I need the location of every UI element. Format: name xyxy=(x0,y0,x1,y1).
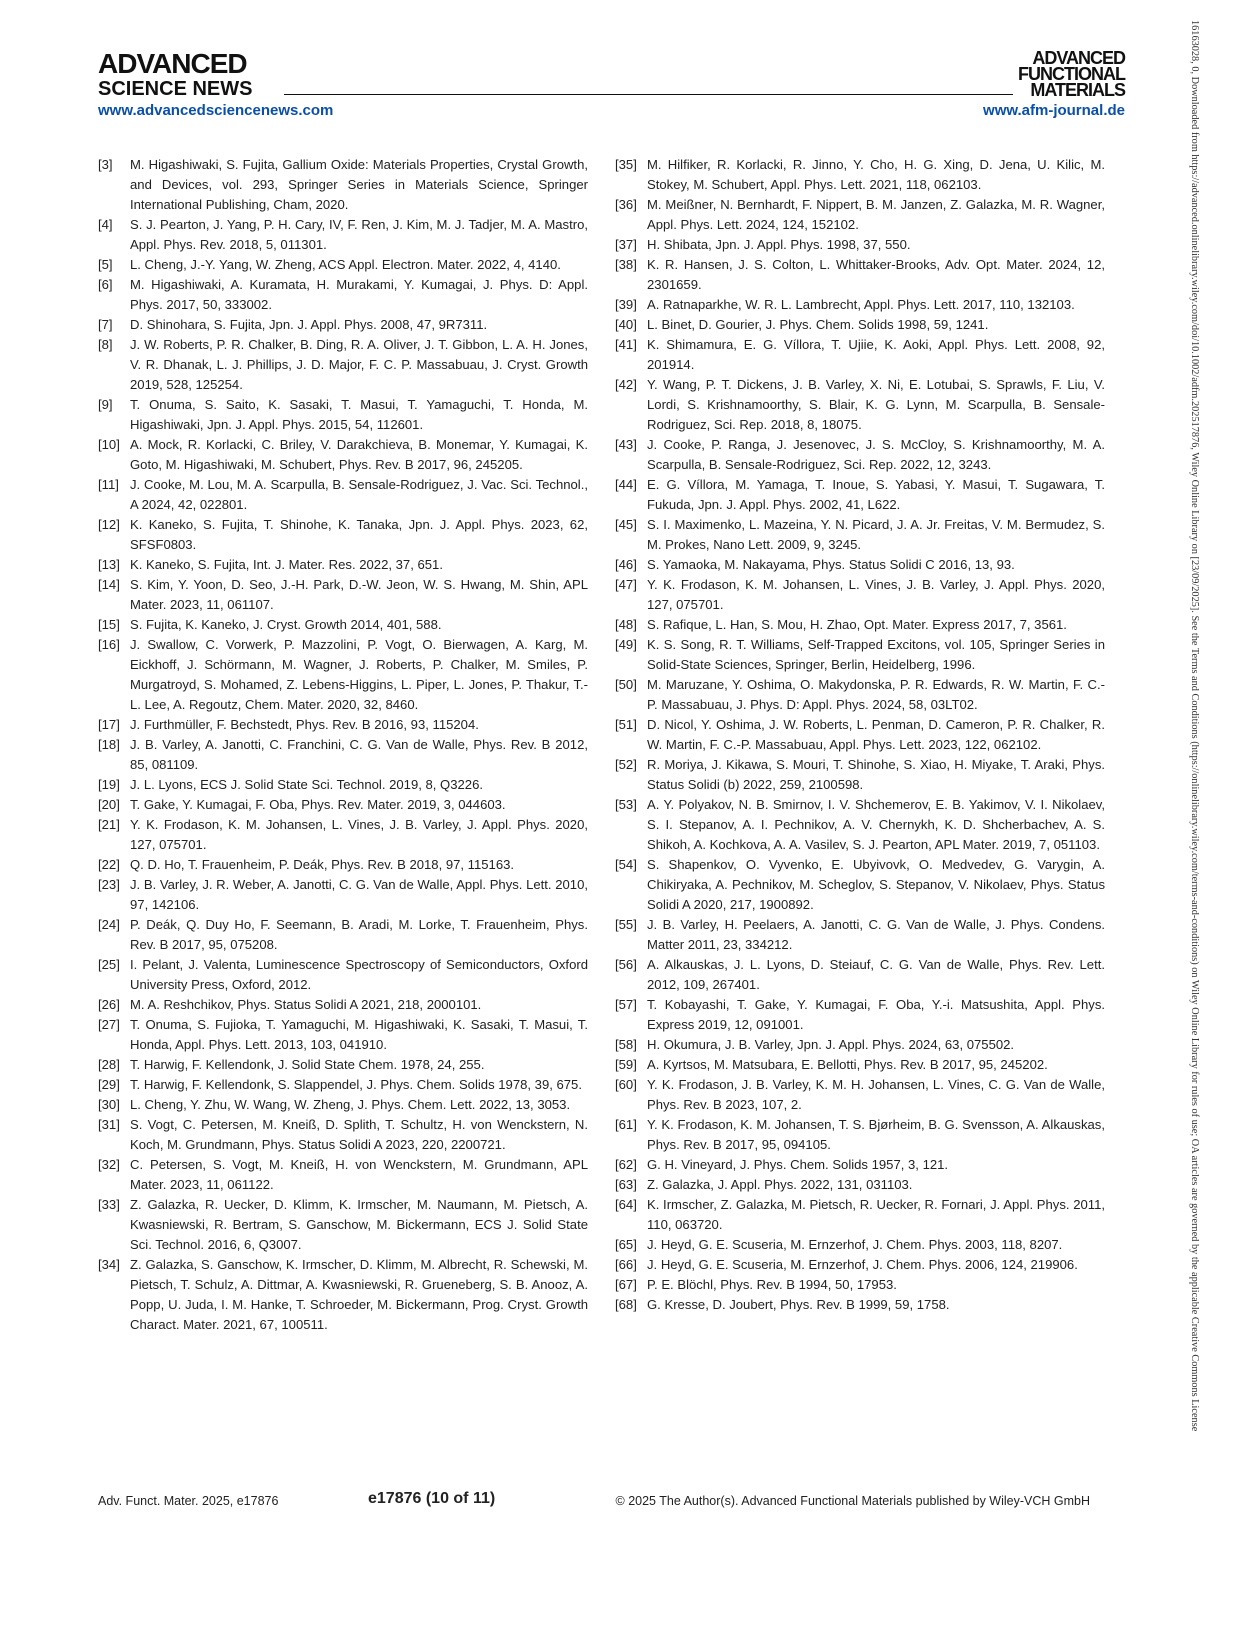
reference-number: [36] xyxy=(615,197,637,212)
reference-item xyxy=(615,195,1105,235)
reference-text: S. Kim, Y. Yoon, D. Seo, J.-H. Park, D.-W. Jeon, W. S. Hwang, M. Shin, APL Mater. 2023, 11, 061107. xyxy=(130,577,588,612)
reference-item xyxy=(98,875,588,915)
reference-text: J. L. Lyons, ECS J. Solid State Sci. Technol. 2019, 8, Q3226. xyxy=(130,777,484,792)
reference-item xyxy=(615,1255,1105,1275)
reference-text: M. Meißner, N. Bernhardt, F. Nippert, B. M. Janzen, Z. Galazka, M. R. Wagner, Appl. Phys. Lett. 2024, 124, 152102. xyxy=(647,197,1105,232)
reference-text: S. Shapenkov, O. Vyvenko, E. Ubyivovk, O. Medvedev, G. Varygin, A. Chikiryaka, A. Pechnikov, M. Scheglov, S. Stepanov, V. Nikolaev, Phys. Status Solidi A 2020, 217, 1900892. xyxy=(647,857,1105,912)
reference-text: J. B. Varley, J. R. Weber, A. Janotti, C. G. Van de Walle, Appl. Phys. Lett. 2010, 97, 142106. xyxy=(130,877,588,912)
reference-number: [30] xyxy=(98,1097,120,1112)
reference-text: T. Onuma, S. Saito, K. Sasaki, T. Masui, T. Yamaguchi, T. Honda, M. Higashiwaki, Jpn. J. Appl. Phys. 2015, 54, 112601. xyxy=(130,397,588,432)
reference-number: [15] xyxy=(98,617,120,632)
reference-text: H. Okumura, J. B. Varley, Jpn. J. Appl. Phys. 2024, 63, 075502. xyxy=(647,1037,1015,1052)
reference-number: [37] xyxy=(615,237,637,252)
reference-text: S. Yamaoka, M. Nakayama, Phys. Status Solidi C 2016, 13, 93. xyxy=(647,557,1015,572)
reference-text: J. B. Varley, A. Janotti, C. Franchini, C. G. Van de Walle, Phys. Rev. B 2012, 85, 081109. xyxy=(130,737,588,772)
reference-number: [40] xyxy=(615,317,637,332)
reference-number: [54] xyxy=(615,857,637,872)
reference-text: E. G. Víllora, M. Yamaga, T. Inoue, S. Yabasi, Y. Masui, T. Sugawara, T. Fukuda, Jpn. J. Appl. Phys. 2002, 41, L622. xyxy=(647,477,1105,512)
reference-item xyxy=(615,1035,1105,1055)
reference-item xyxy=(615,1155,1105,1175)
reference-item xyxy=(615,855,1105,915)
reference-text: J. W. Roberts, P. R. Chalker, B. Ding, R. A. Oliver, J. T. Gibbon, L. A. H. Jones, V. R. Dhanak, L. J. Phillips, J. D. Major, F. C. P. Massabuau, J. Cryst. Growth 2019, 528, 125254. xyxy=(130,337,588,392)
reference-item xyxy=(98,735,588,775)
advanced-functional-materials-logo xyxy=(1018,50,1125,99)
reference-item xyxy=(98,575,588,615)
reference-item xyxy=(98,555,588,575)
reference-item xyxy=(615,795,1105,855)
reference-number: [47] xyxy=(615,577,637,592)
reference-text: A. Mock, R. Korlacki, C. Briley, V. Darakchieva, B. Monemar, Y. Kumagai, K. Goto, M. Higashiwaki, M. Schubert, Phys. Rev. B 2017, 96, 245205. xyxy=(130,437,588,472)
page-header xyxy=(98,44,1125,124)
reference-item xyxy=(615,1295,1105,1315)
reference-item xyxy=(98,1095,588,1115)
reference-item xyxy=(615,615,1105,635)
reference-text: K. Shimamura, E. G. Víllora, T. Ujiie, K. Aoki, Appl. Phys. Lett. 2008, 92, 201914. xyxy=(647,337,1105,372)
reference-item xyxy=(98,635,588,715)
references-column-left xyxy=(98,155,588,1335)
reference-number: [21] xyxy=(98,817,120,832)
reference-number: [60] xyxy=(615,1077,637,1092)
reference-number: [29] xyxy=(98,1077,120,1092)
reference-text: J. Furthmüller, F. Bechstedt, Phys. Rev. B 2016, 93, 115204. xyxy=(130,717,479,732)
reference-item xyxy=(98,435,588,475)
reference-item xyxy=(98,215,588,255)
reference-item xyxy=(615,915,1105,955)
reference-number: [7] xyxy=(98,317,113,332)
reference-text: Y. K. Frodason, K. M. Johansen, T. S. Bjørheim, B. G. Svensson, A. Alkauskas, Phys. Rev. B 2017, 95, 094105. xyxy=(647,1117,1105,1152)
reference-item xyxy=(98,1075,588,1095)
reference-number: [62] xyxy=(615,1157,637,1172)
reference-number: [52] xyxy=(615,757,637,772)
reference-number: [9] xyxy=(98,397,113,412)
reference-text: C. Petersen, S. Vogt, M. Kneiß, H. von Wenckstern, M. Grundmann, APL Mater. 2023, 11, 061122. xyxy=(130,1157,588,1192)
reference-item xyxy=(98,475,588,515)
reference-item xyxy=(98,395,588,435)
reference-text: A. Alkauskas, J. L. Lyons, D. Steiauf, C. G. Van de Walle, Phys. Rev. Lett. 2012, 109, 267401. xyxy=(647,957,1105,992)
reference-number: [3] xyxy=(98,157,113,172)
footer-citation: Adv. Funct. Mater. 2025, e17876 xyxy=(98,1494,279,1508)
reference-item xyxy=(615,475,1105,515)
reference-text: S. Fujita, K. Kaneko, J. Cryst. Growth 2014, 401, 588. xyxy=(130,617,442,632)
reference-item xyxy=(615,955,1105,995)
reference-item xyxy=(98,275,588,315)
reference-number: [32] xyxy=(98,1157,120,1172)
reference-number: [42] xyxy=(615,377,637,392)
reference-item xyxy=(98,1255,588,1335)
reference-text: Z. Galazka, S. Ganschow, K. Irmscher, D. Klimm, M. Albrecht, R. Schewski, M. Pietsch, T. Schulz, A. Dittmar, A. Kwasniewski, R. Grueneberg, S. B. Anooz, A. Popp, U. Juda, I. M. Hanke, T. Schroeder, M. Bickermann, Prog. Cryst. Growth Charact. Mater. 2021, 67, 100511. xyxy=(130,1257,588,1332)
header-rule xyxy=(284,94,1013,95)
reference-text: Y. K. Frodason, K. M. Johansen, L. Vines, J. B. Varley, J. Appl. Phys. 2020, 127, 075701. xyxy=(130,817,588,852)
reference-item xyxy=(98,855,588,875)
reference-text: H. Shibata, Jpn. J. Appl. Phys. 1998, 37, 550. xyxy=(647,237,911,252)
reference-text: M. Hilfiker, R. Korlacki, R. Jinno, Y. Cho, H. G. Xing, D. Jena, U. Kilic, M. Stokey, M. Schubert, Appl. Phys. Lett. 2021, 118, 062103. xyxy=(647,157,1105,192)
reference-number: [16] xyxy=(98,637,120,652)
reference-text: Z. Galazka, J. Appl. Phys. 2022, 131, 031103. xyxy=(647,1177,913,1192)
reference-item xyxy=(615,1195,1105,1235)
reference-text: S. I. Maximenko, L. Mazeina, Y. N. Picard, J. A. Jr. Freitas, V. M. Bermudez, S. M. Prokes, Nano Lett. 2009, 9, 3245. xyxy=(647,517,1105,552)
reference-item xyxy=(98,1115,588,1155)
reference-text: Y. K. Frodason, J. B. Varley, K. M. H. Johansen, L. Vines, C. G. Van de Walle, Phys. Rev. B 2023, 107, 2. xyxy=(647,1077,1105,1112)
reference-item xyxy=(615,315,1105,335)
reference-item xyxy=(615,295,1105,315)
reference-number: [19] xyxy=(98,777,120,792)
reference-text: Y. K. Frodason, K. M. Johansen, L. Vines, J. B. Varley, J. Appl. Phys. 2020, 127, 075701. xyxy=(647,577,1105,612)
reference-text: M. Higashiwaki, S. Fujita, Gallium Oxide: Materials Properties, Crystal Growth, and Devices, vol. 293, Springer Series in Materials Science, Springer International Publishing, Cham, 2020. xyxy=(130,157,588,212)
reference-text: M. Higashiwaki, A. Kuramata, H. Murakami, Y. Kumagai, J. Phys. D: Appl. Phys. 2017, 50, 333002. xyxy=(130,277,588,312)
footer-copyright: © 2025 The Author(s). Advanced Functional Materials published by Wiley-VCH GmbH xyxy=(615,1494,1090,1508)
publisher-url-link[interactable]: www.advancedsciencenews.com xyxy=(98,102,334,119)
reference-item xyxy=(615,1115,1105,1155)
advanced-science-news-logo xyxy=(98,50,252,99)
reference-item xyxy=(615,515,1105,555)
reference-text: G. H. Vineyard, J. Phys. Chem. Solids 1957, 3, 121. xyxy=(647,1157,949,1172)
reference-number: [48] xyxy=(615,617,637,632)
reference-number: [41] xyxy=(615,337,637,352)
reference-number: [56] xyxy=(615,957,637,972)
journal-url-link[interactable]: www.afm-journal.de xyxy=(983,102,1125,119)
reference-number: [26] xyxy=(98,997,120,1012)
reference-item xyxy=(615,675,1105,715)
reference-number: [58] xyxy=(615,1037,637,1052)
reference-item xyxy=(615,375,1105,435)
reference-number: [12] xyxy=(98,517,120,532)
reference-text: A. Ratnaparkhe, W. R. L. Lambrecht, Appl. Phys. Lett. 2017, 110, 132103. xyxy=(647,297,1075,312)
reference-number: [61] xyxy=(615,1117,637,1132)
reference-number: [43] xyxy=(615,437,637,452)
reference-item xyxy=(98,615,588,635)
reference-text: D. Nicol, Y. Oshima, J. W. Roberts, L. Penman, D. Cameron, P. R. Chalker, R. W. Martin, F. C.-P. Massabuau, Appl. Phys. Lett. 2023, 122, 062102. xyxy=(647,717,1105,752)
reference-number: [53] xyxy=(615,797,637,812)
reference-number: [68] xyxy=(615,1297,637,1312)
reference-number: [55] xyxy=(615,917,637,932)
reference-number: [25] xyxy=(98,957,120,972)
reference-item xyxy=(98,335,588,395)
reference-text: K. Kaneko, S. Fujita, Int. J. Mater. Res. 2022, 37, 651. xyxy=(130,557,443,572)
reference-number: [24] xyxy=(98,917,120,932)
reference-text: A. Y. Polyakov, N. B. Smirnov, I. V. Shchemerov, E. B. Yakimov, V. I. Nikolaev, S. I. Stepanov, A. I. Pechnikov, A. V. Chernykh, K. D. Shcherbachev, A. S. Shikoh, A. Kochkova, A. A. Vasilev, S. J. Pearton, APL Mater. 2019, 7, 051103. xyxy=(647,797,1105,852)
logo-left-line2: SCIENCE NEWS xyxy=(98,78,253,100)
reference-text: S. Vogt, C. Petersen, M. Kneiß, D. Splith, T. Schultz, H. von Wenckstern, N. Koch, M. Grundmann, Phys. Status Solidi A 2023, 220, 2200721. xyxy=(130,1117,588,1152)
reference-item xyxy=(615,575,1105,615)
reference-item xyxy=(615,1275,1105,1295)
reference-text: J. Swallow, C. Vorwerk, P. Mazzolini, P. Vogt, O. Bierwagen, A. Karg, M. Eickhoff, J. Schörmann, M. Wagner, J. Roberts, P. Chalker, M. Smiles, P. Murgatroyd, S. Mohamed, Z. Lebens-Higgins, L. Piper, L. Jones, P. Thakur, T.-L. Lee, A. Regoutz, Chem. Mater. 2020, 32, 8460. xyxy=(130,637,588,712)
reference-item xyxy=(98,515,588,555)
reference-item xyxy=(615,715,1105,755)
reference-text: T. Harwig, F. Kellendonk, S. Slappendel, J. Phys. Chem. Solids 1978, 39, 675. xyxy=(130,1077,582,1092)
reference-number: [10] xyxy=(98,437,120,452)
logo-left-line1: ADVANCED xyxy=(98,48,247,79)
reference-text: L. Cheng, J.-Y. Yang, W. Zheng, ACS Appl. Electron. Mater. 2022, 4, 4140. xyxy=(130,257,561,272)
reference-item xyxy=(98,1055,588,1075)
reference-text: S. Rafique, L. Han, S. Mou, H. Zhao, Opt. Mater. Express 2017, 7, 3561. xyxy=(647,617,1067,632)
reference-text: T. Harwig, F. Kellendonk, J. Solid State Chem. 1978, 24, 255. xyxy=(130,1057,485,1072)
reference-number: [11] xyxy=(98,477,119,492)
reference-number: [17] xyxy=(98,717,120,732)
reference-text: K. Irmscher, Z. Galazka, M. Pietsch, R. Uecker, R. Fornari, J. Appl. Phys. 2011, 110, 063720. xyxy=(647,1197,1105,1232)
reference-item xyxy=(98,995,588,1015)
reference-number: [63] xyxy=(615,1177,637,1192)
reference-text: J. Heyd, G. E. Scuseria, M. Ernzerhof, J. Chem. Phys. 2003, 118, 8207. xyxy=(647,1237,1063,1252)
reference-text: S. J. Pearton, J. Yang, P. H. Cary, IV, F. Ren, J. Kim, M. J. Tadjer, M. A. Mastro, Appl. Phys. Rev. 2018, 5, 011301. xyxy=(130,217,588,252)
reference-number: [66] xyxy=(615,1257,637,1272)
reference-number: [46] xyxy=(615,557,637,572)
reference-number: [50] xyxy=(615,677,637,692)
reference-number: [34] xyxy=(98,1257,120,1272)
reference-number: [57] xyxy=(615,997,637,1012)
reference-number: [33] xyxy=(98,1197,120,1212)
reference-text: D. Shinohara, S. Fujita, Jpn. J. Appl. Phys. 2008, 47, 9R7311. xyxy=(130,317,488,332)
reference-number: [8] xyxy=(98,337,113,352)
reference-number: [22] xyxy=(98,857,120,872)
download-notice: 16163028, 0, Downloaded from https://advanced.onlinelibrary.wiley.com/doi/10.1002/adfm.202517876, Wiley Online Library on [23/09/2025]. See the Terms and Conditions (https://onlinelibrary.wiley.com/terms-and-conditions) on Wiley Online Library for rules of use; OA articles are governed by the applicable Creative Commons License xyxy=(1189,20,1200,1432)
reference-item xyxy=(615,635,1105,675)
reference-text: Y. Wang, P. T. Dickens, J. B. Varley, X. Ni, E. Lotubai, S. Sprawls, F. Liu, V. Lordi, S. Krishnamoorthy, S. Blair, K. G. Lynn, M. Scarpulla, B. Sensale-Rodriguez, Sci. Rep. 2018, 8, 18075. xyxy=(647,377,1105,432)
reference-number: [67] xyxy=(615,1277,637,1292)
reference-text: P. Deák, Q. Duy Ho, F. Seemann, B. Aradi, M. Lorke, T. Frauenheim, Phys. Rev. B 2017, 95, 075208. xyxy=(130,917,588,952)
reference-text: Q. D. Ho, T. Frauenheim, P. Deák, Phys. Rev. B 2018, 97, 115163. xyxy=(130,857,515,872)
reference-item xyxy=(98,715,588,735)
reference-text: T. Gake, Y. Kumagai, F. Oba, Phys. Rev. Mater. 2019, 3, 044603. xyxy=(130,797,506,812)
logo-right-line2: FUNCTIONAL xyxy=(1018,64,1125,85)
reference-item xyxy=(98,775,588,795)
reference-text: M. Maruzane, Y. Oshima, O. Makydonska, P. R. Edwards, R. W. Martin, F. C.-P. Massabuau, J. Phys. D: Appl. Phys. 2024, 58, 03LT02. xyxy=(647,677,1105,712)
reference-number: [44] xyxy=(615,477,637,492)
reference-text: T. Onuma, S. Fujioka, T. Yamaguchi, M. Higashiwaki, K. Sasaki, T. Masui, T. Honda, Appl. Phys. Lett. 2013, 103, 041910. xyxy=(130,1017,588,1052)
reference-item xyxy=(615,755,1105,795)
reference-item xyxy=(615,235,1105,255)
reference-number: [20] xyxy=(98,797,120,812)
reference-text: J. Cooke, M. Lou, M. A. Scarpulla, B. Sensale-Rodriguez, J. Vac. Sci. Technol., A 2024, 42, 022801. xyxy=(130,477,588,512)
reference-text: J. B. Varley, H. Peelaers, A. Janotti, C. G. Van de Walle, J. Phys. Condens. Matter 2011, 23, 334212. xyxy=(647,917,1105,952)
reference-item xyxy=(98,1195,588,1255)
logo-right-line3: MATERIALS xyxy=(1030,80,1125,101)
reference-number: [64] xyxy=(615,1197,637,1212)
reference-item xyxy=(615,255,1105,295)
reference-number: [35] xyxy=(615,157,637,172)
reference-number: [18] xyxy=(98,737,120,752)
reference-item xyxy=(98,815,588,855)
reference-item xyxy=(98,1015,588,1055)
reference-item xyxy=(615,1075,1105,1115)
reference-number: [28] xyxy=(98,1057,120,1072)
reference-text: P. E. Blöchl, Phys. Rev. B 1994, 50, 17953. xyxy=(647,1277,897,1292)
reference-number: [49] xyxy=(615,637,637,652)
reference-item xyxy=(98,255,588,275)
reference-text: M. A. Reshchikov, Phys. Status Solidi A 2021, 218, 2000101. xyxy=(130,997,482,1012)
reference-text: L. Binet, D. Gourier, J. Phys. Chem. Solids 1998, 59, 1241. xyxy=(647,317,989,332)
reference-text: K. Kaneko, S. Fujita, T. Shinohe, K. Tanaka, Jpn. J. Appl. Phys. 2023, 62, SFSF0803. xyxy=(130,517,588,552)
reference-number: [6] xyxy=(98,277,113,292)
logo-right-line1: ADVANCED xyxy=(1032,48,1125,68)
reference-text: K. S. Song, R. T. Williams, Self-Trapped Excitons, vol. 105, Springer Series in Solid-State Sciences, Springer, Berlin, Heidelberg, 1996. xyxy=(647,637,1105,672)
reference-number: [45] xyxy=(615,517,637,532)
reference-text: G. Kresse, D. Joubert, Phys. Rev. B 1999, 59, 1758. xyxy=(647,1297,950,1312)
reference-number: [65] xyxy=(615,1237,637,1252)
reference-text: T. Kobayashi, T. Gake, Y. Kumagai, F. Oba, Y.-i. Matsushita, Appl. Phys. Express 2019, 12, 091001. xyxy=(647,997,1105,1032)
reference-text: A. Kyrtsos, M. Matsubara, E. Bellotti, Phys. Rev. B 2017, 95, 245202. xyxy=(647,1057,1048,1072)
reference-item xyxy=(98,315,588,335)
reference-number: [23] xyxy=(98,877,120,892)
reference-item xyxy=(615,995,1105,1035)
reference-text: Z. Galazka, R. Uecker, D. Klimm, K. Irmscher, M. Naumann, M. Pietsch, A. Kwasniewski, R. Bertram, S. Ganschow, M. Bickermann, ECS J. Solid State Sci. Technol. 2016, 6, Q3007. xyxy=(130,1197,588,1252)
reference-number: [5] xyxy=(98,257,113,272)
reference-item xyxy=(615,1235,1105,1255)
reference-text: J. Cooke, P. Ranga, J. Jesenovec, J. S. McCloy, S. Krishnamoorthy, M. A. Scarpulla, B. Sensale-Rodriguez, Sci. Rep. 2022, 12, 3243. xyxy=(647,437,1105,472)
reference-text: J. Heyd, G. E. Scuseria, M. Ernzerhof, J. Chem. Phys. 2006, 124, 219906. xyxy=(647,1257,1078,1272)
references-column-right xyxy=(615,155,1105,1315)
reference-item xyxy=(98,1155,588,1195)
page-footer xyxy=(98,1490,1090,1514)
reference-number: [51] xyxy=(615,717,637,732)
reference-item xyxy=(615,155,1105,195)
reference-number: [13] xyxy=(98,557,120,572)
reference-item xyxy=(615,435,1105,475)
reference-text: L. Cheng, Y. Zhu, W. Wang, W. Zheng, J. Phys. Chem. Lett. 2022, 13, 3053. xyxy=(130,1097,571,1112)
reference-item xyxy=(98,955,588,995)
reference-item xyxy=(98,795,588,815)
page-number: e17876 (10 of 11) xyxy=(368,1490,496,1507)
reference-text: I. Pelant, J. Valenta, Luminescence Spectroscopy of Semiconductors, Oxford University Press, Oxford, 2012. xyxy=(130,957,588,992)
reference-text: K. R. Hansen, J. S. Colton, L. Whittaker-Brooks, Adv. Opt. Mater. 2024, 12, 2301659. xyxy=(647,257,1105,292)
reference-item xyxy=(615,335,1105,375)
reference-item xyxy=(98,155,588,215)
reference-number: [59] xyxy=(615,1057,637,1072)
reference-item xyxy=(615,1175,1105,1195)
reference-number: [4] xyxy=(98,217,113,232)
reference-item xyxy=(615,555,1105,575)
reference-number: [38] xyxy=(615,257,637,272)
reference-item xyxy=(615,1055,1105,1075)
reference-number: [14] xyxy=(98,577,120,592)
reference-number: [39] xyxy=(615,297,637,312)
reference-text: R. Moriya, J. Kikawa, S. Mouri, T. Shinohe, S. Xiao, H. Miyake, T. Araki, Phys. Status Solidi (b) 2022, 259, 2100598. xyxy=(647,757,1105,792)
reference-number: [31] xyxy=(98,1117,120,1132)
reference-item xyxy=(98,915,588,955)
reference-number: [27] xyxy=(98,1017,120,1032)
